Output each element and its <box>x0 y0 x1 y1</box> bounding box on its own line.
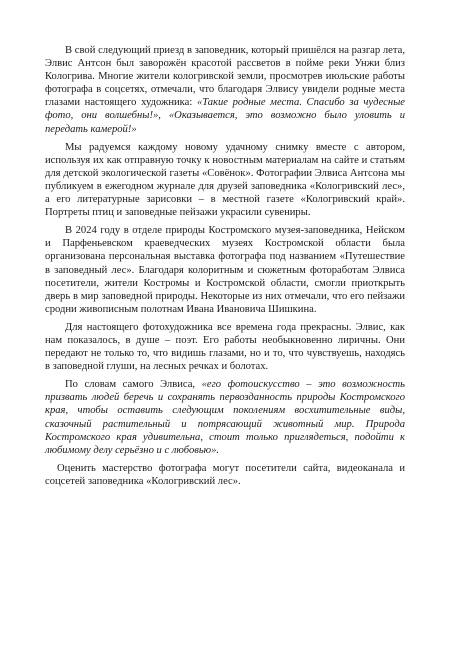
paragraph-4 <box>45 321 405 373</box>
paragraph-6 <box>45 462 405 488</box>
paragraph-5 <box>45 378 405 457</box>
paragraph-2 <box>45 141 405 220</box>
paragraph-3 <box>45 224 405 316</box>
p1-space <box>161 110 169 121</box>
p4-text: Для настоящего фотохудожника все времена года прекрасны. Элвис, как нам показалось, в душе – поэт. Его работы необыкновенно лиричны. Они передают не только то, что видишь глазами, но и то, что чувствуешь, находясь в заповедной глуши, на лесных речках и болотах. <box>45 321 405 373</box>
p1-quote-2: «Оказывается, это возможно было уловить и передать камерой!» <box>45 110 405 135</box>
p6-text: Оценить мастерство фотографа могут посетители сайта, видеоканала и соцсетей заповедника «Кологривский лес». <box>45 462 405 487</box>
p2-text: Мы радуемся каждому новому удачному снимку вместе с автором, используя их как отправную точку к новостным материалам на сайте и статьям для детской экологической газеты «Совёнок». Фотографии Элвиса Антсона мы публикуем в ежегодном журнале для друзей заповедника «Кологривский лес», а его литературные зарисовки – в местной газете «Кологривский край». Портреты птиц и заповедные пейзажи украсили сувениры. <box>45 141 405 219</box>
p5-quote: «его фотоискусство – это возможность призвать людей беречь и сохранять первозданность природы Костромского края, чтобы оставить следующим поколениям восхитительные виды, сказочный растительный и потрясающий животный мир. Природа Костромского края удивительна, стоит только приглядеться, подойти к любимому делу серьёзно и с любовью». <box>45 379 405 456</box>
p5-text: По словам самого Элвиса, <box>65 379 202 391</box>
p1-quote-1: «Такие родные места. Спасибо за чудесные фото, они волшебны!», <box>45 97 405 122</box>
p1-text-1: В свой следующий приезд в заповедник, который пришёлся на разгар лета, Элвис Антсон был заворожён красотой рассветов в пойме реки Унжи близ Кологрива. Многие жители кологривской земли, просмотрев июльские работы фотографа в соцсетях, отмечали, что благодаря Элвису увидели родные места глазами настоящего художника: <box>45 45 405 109</box>
paragraph-1 <box>45 44 405 136</box>
p3-text: В 2024 году в отделе природы Костромского музея-заповедника, Нейском и Парфеньевском краеведческих музеях Костромской области была организована персональная выставка фотографа под названием «Путешествие в заповедный лес». Благодаря колоритным и сюжетным фотоработам Элвиса посетители, жители Костромы и Костромской области, смогли приоткрыть дверь в мир заповедной природы. Некоторые из них отмечали, что его пейзажи сродни живописным полотнам Ивана Ивановича Шишкина. <box>45 225 405 315</box>
